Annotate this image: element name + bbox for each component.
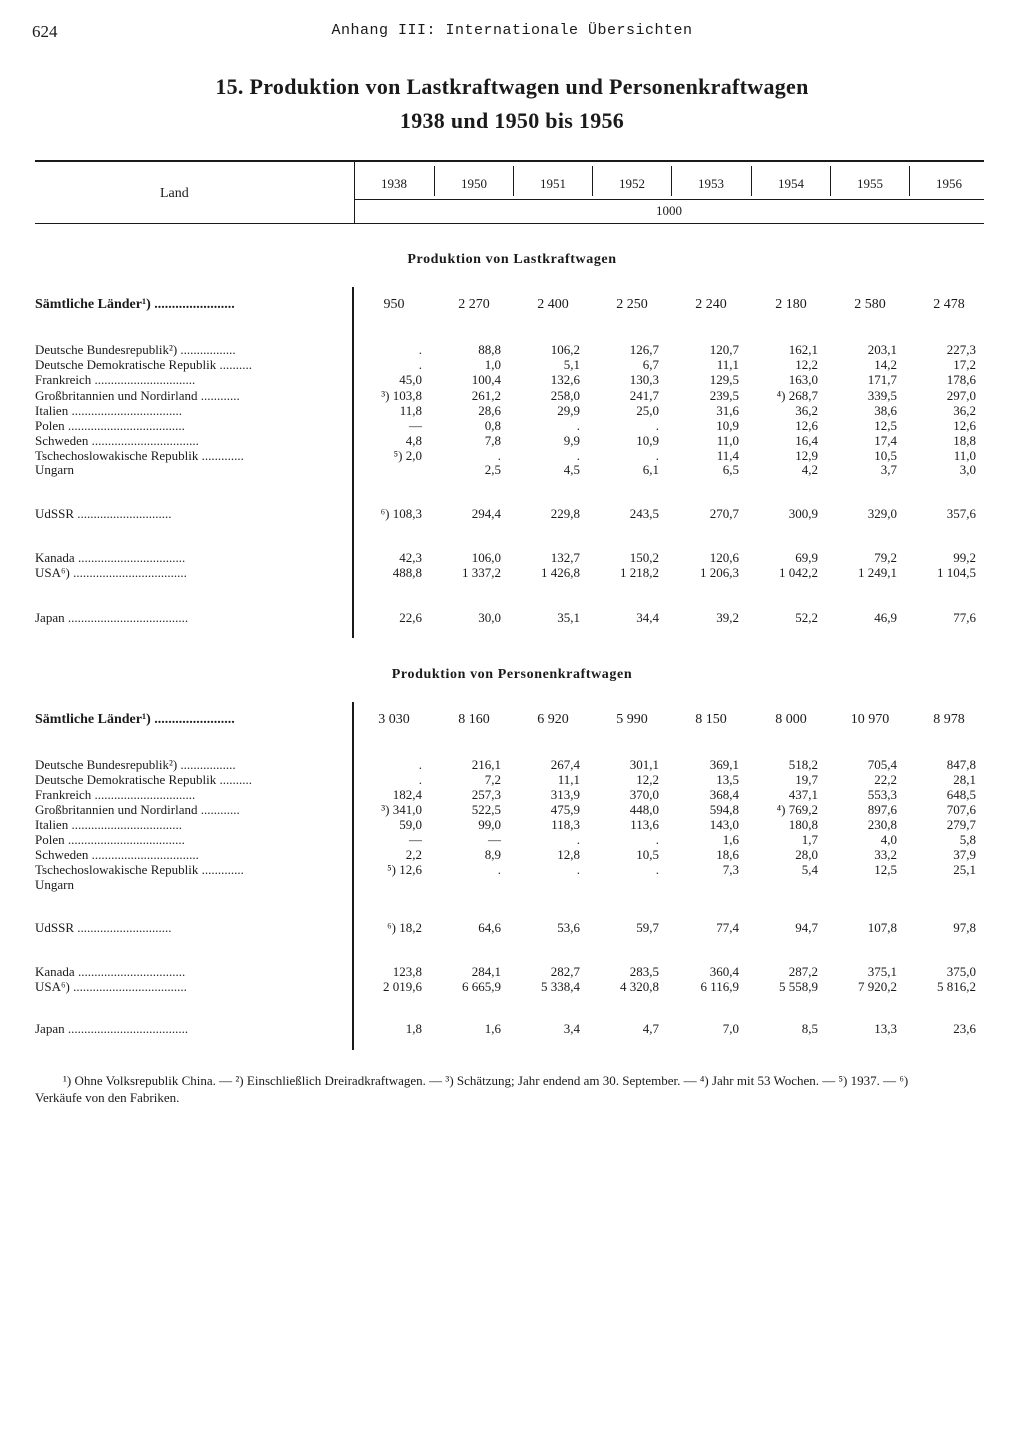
cell-1951: .: [576, 862, 580, 877]
cell-1954: 437,1: [788, 787, 818, 802]
cell-1955: 12,5: [874, 862, 897, 877]
cell-1952: 34,4: [636, 610, 659, 625]
row-label: Ungarn: [35, 462, 74, 477]
cell-1954: 287,2: [788, 964, 818, 979]
row-label: Tschechoslowakische Republik .............: [35, 448, 244, 463]
cell-1938: 1,8: [405, 1021, 422, 1036]
cell-1952: 370,0: [629, 787, 659, 802]
cell-1955: 339,5: [867, 388, 897, 403]
cell-1956: 178,6: [946, 372, 976, 387]
cell-1954: 8,5: [801, 1021, 818, 1036]
cell-1953: 18,6: [716, 847, 739, 862]
cell-1951: 53,6: [557, 920, 580, 935]
cell-1955: 79,2: [874, 550, 897, 565]
cell-1951: 1 426,8: [541, 565, 580, 580]
row-label: Deutsche Demokratische Republik ..........: [35, 772, 252, 787]
cell-1956: 375,0: [946, 964, 976, 979]
table-row: [0, 1021, 1024, 1037]
cell-1952: 10,9: [636, 433, 659, 448]
cell-1952: 126,7: [629, 342, 659, 357]
cell-1955: 1 249,1: [858, 565, 897, 580]
cell-1956: 12,6: [953, 418, 976, 433]
row-label: Großbritannien und Nordirland ............: [35, 802, 240, 817]
cell-1955: 46,9: [874, 610, 897, 625]
cell-1938: .: [418, 342, 422, 357]
cell-1955: 897,6: [867, 802, 897, 817]
cell-1953: 7,0: [722, 1021, 739, 1036]
cell-1938: 488,8: [392, 565, 422, 580]
cell-1951: 282,7: [550, 964, 580, 979]
running-header: Anhang III: Internationale Übersichten: [331, 22, 693, 39]
table-row: [0, 817, 1024, 833]
cell-1952: 10,5: [636, 847, 659, 862]
year-header-1951: 1951: [540, 176, 566, 191]
year-header-1954: 1954: [778, 176, 804, 191]
cell-1955: 2 580: [854, 297, 886, 312]
cell-1952: 1 218,2: [620, 565, 659, 580]
cell-1953: 1 206,3: [700, 565, 739, 580]
table-row: [0, 506, 1024, 522]
year-header-1952: 1952: [619, 176, 645, 191]
cell-1955: 10,5: [874, 448, 897, 463]
cell-1954: 1,7: [801, 832, 818, 847]
cell-1952: 241,7: [629, 388, 659, 403]
cell-1950: .: [497, 448, 501, 463]
table-row: [0, 433, 1024, 449]
row-label: Japan .....................................: [35, 1021, 189, 1036]
cell-1954: 28,0: [795, 847, 818, 862]
row-label: USA⁶) ...................................: [35, 979, 187, 994]
cell-1938: 4,8: [405, 433, 422, 448]
cell-1953: 594,8: [709, 802, 739, 817]
cell-1938: 2,2: [405, 847, 422, 862]
cell-1956: 1 104,5: [937, 565, 976, 580]
table-row: [0, 802, 1024, 818]
cell-1952: 25,0: [636, 403, 659, 418]
total-row: [0, 712, 1024, 732]
cell-1953: 129,5: [709, 372, 739, 387]
table-row: [0, 565, 1024, 581]
cell-1950: 2 270: [458, 297, 490, 312]
cell-1956: 2 478: [933, 297, 965, 312]
cell-1954: 12,2: [795, 357, 818, 372]
cell-1952: 243,5: [629, 506, 659, 521]
cell-1954: 518,2: [788, 757, 818, 772]
cell-1956: 25,1: [953, 862, 976, 877]
cell-1938: —: [409, 418, 422, 433]
cell-1952: 2 250: [616, 297, 648, 312]
cell-1952: .: [655, 862, 659, 877]
cell-1955: 14,2: [874, 357, 897, 372]
cell-1953: 31,6: [716, 403, 739, 418]
cell-1950: 28,6: [478, 403, 501, 418]
row-label: Frankreich ...............................: [35, 372, 196, 387]
cell-1950: 1,0: [484, 357, 501, 372]
cell-1951: 4,5: [563, 462, 580, 477]
cell-1956: 11,0: [953, 448, 976, 463]
cell-1954: 163,0: [788, 372, 818, 387]
year-divider: [513, 166, 514, 196]
cell-1938: .: [418, 357, 422, 372]
cell-1954: ⁴) 769,2: [776, 802, 818, 817]
table-row: [0, 357, 1024, 373]
cell-1955: 4,0: [880, 832, 897, 847]
page-number: 624: [32, 22, 58, 41]
cell-1955: 329,0: [867, 506, 897, 521]
table-row: [0, 772, 1024, 788]
cell-1953: 120,6: [709, 550, 739, 565]
cell-1952: 6,7: [642, 357, 659, 372]
cell-1950: 1 337,2: [462, 565, 501, 580]
cell-1954: 12,6: [795, 418, 818, 433]
table-row: [0, 550, 1024, 566]
cell-1953: 120,7: [709, 342, 739, 357]
cell-1956: 28,1: [953, 772, 976, 787]
cell-1951: 2 400: [537, 297, 569, 312]
cell-1950: 30,0: [478, 610, 501, 625]
table-row: [0, 418, 1024, 434]
cell-1953: 360,4: [709, 964, 739, 979]
cell-1953: 8 150: [695, 712, 727, 727]
row-label: Deutsche Bundesrepublik²) .................: [35, 757, 236, 772]
cell-1956: 36,2: [953, 403, 976, 418]
cell-1950: 0,8: [484, 418, 501, 433]
cell-1956: 77,6: [953, 610, 976, 625]
row-label: Deutsche Demokratische Republik ..........: [35, 357, 252, 372]
cell-1938: 182,4: [392, 787, 422, 802]
cell-1954: 19,7: [795, 772, 818, 787]
table-subtitle: 1938 und 1950 bis 1956: [399, 108, 625, 133]
year-divider: [434, 166, 435, 196]
row-label: Sämtliche Länder¹) .......................: [35, 712, 235, 727]
row-label: Polen ....................................: [35, 832, 185, 847]
cell-1956: 357,6: [946, 506, 976, 521]
cell-1955: 375,1: [867, 964, 897, 979]
cell-1938: 3 030: [378, 712, 410, 727]
cell-1953: 7,3: [722, 862, 739, 877]
cell-1956: 279,7: [946, 817, 976, 832]
cell-1938: 45,0: [399, 372, 422, 387]
row-label: UdSSR .............................: [35, 506, 172, 521]
table-top-rule: [35, 160, 984, 162]
cell-1954: 180,8: [788, 817, 818, 832]
cell-1938: ⁵) 2,0: [393, 448, 422, 463]
section-title: Produktion von Lastkraftwagen: [407, 252, 617, 267]
cell-1950: 106,0: [471, 550, 501, 565]
footnote-text: ¹) Ohne Volksrepublik China. — ²) Einschließlich Dreiradkraftwagen. — ³) Schätzung; Jahr endend am 30. September. — ⁴) Jahr mit 53 Wochen. — ⁵) 1937. — ⁶) Verkäufe von den Fabriken.: [35, 1073, 909, 1105]
row-label: Tschechoslowakische Republik .............: [35, 862, 244, 877]
year-header-1950: 1950: [461, 176, 487, 191]
cell-1950: 2,5: [484, 462, 501, 477]
cell-1938: 11,8: [399, 403, 422, 418]
cell-1952: .: [655, 448, 659, 463]
cell-1951: 29,9: [557, 403, 580, 418]
cell-1938: 123,8: [392, 964, 422, 979]
cell-1955: 22,2: [874, 772, 897, 787]
cell-1954: ⁴) 268,7: [776, 388, 818, 403]
year-divider: [751, 166, 752, 196]
cell-1956: 648,5: [946, 787, 976, 802]
table-row: [0, 862, 1024, 878]
cell-1954: 94,7: [795, 920, 818, 935]
year-header-1938: 1938: [381, 176, 407, 191]
cell-1955: 705,4: [867, 757, 897, 772]
row-label: Schweden .................................: [35, 433, 199, 448]
cell-1955: 171,7: [867, 372, 897, 387]
cell-1951: 132,6: [550, 372, 580, 387]
cell-1953: 10,9: [716, 418, 739, 433]
table-row: [0, 847, 1024, 863]
cell-1956: 847,8: [946, 757, 976, 772]
row-label: USA⁶) ...................................: [35, 565, 187, 580]
footnotes: [35, 1072, 945, 1106]
cell-1938: 2 019,6: [383, 979, 422, 994]
cell-1951: 5,1: [563, 357, 580, 372]
cell-1951: 11,1: [557, 772, 580, 787]
cell-1950: 522,5: [471, 802, 501, 817]
cell-1950: 6 665,9: [462, 979, 501, 994]
cell-1951: .: [576, 448, 580, 463]
cell-1950: 99,0: [478, 817, 501, 832]
cell-1955: 38,6: [874, 403, 897, 418]
cell-1951: 12,8: [557, 847, 580, 862]
cell-1956: 8 978: [933, 712, 965, 727]
unit-header: 1000: [656, 203, 682, 218]
cell-1956: 37,9: [953, 847, 976, 862]
row-label: Frankreich ...............................: [35, 787, 196, 802]
year-header-1953: 1953: [698, 176, 724, 191]
total-row: [0, 297, 1024, 317]
cell-1950: 88,8: [478, 342, 501, 357]
cell-1956: 707,6: [946, 802, 976, 817]
cell-1950: 8 160: [458, 712, 490, 727]
cell-1938: 59,0: [399, 817, 422, 832]
cell-1952: 448,0: [629, 802, 659, 817]
year-header-1955: 1955: [857, 176, 883, 191]
cell-1952: 12,2: [636, 772, 659, 787]
section-title: Produktion von Personenkraftwagen: [391, 667, 633, 682]
row-label: Ungarn: [35, 877, 74, 892]
row-label: Polen ....................................: [35, 418, 185, 433]
cell-1952: .: [655, 418, 659, 433]
cell-1951: .: [576, 418, 580, 433]
years-rule: [354, 199, 984, 200]
cell-1950: 257,3: [471, 787, 501, 802]
cell-1956: 5,8: [959, 832, 976, 847]
row-label: Großbritannien und Nordirland ............: [35, 388, 240, 403]
cell-1954: 36,2: [795, 403, 818, 418]
cell-1954: 162,1: [788, 342, 818, 357]
cell-1953: 11,1: [716, 357, 739, 372]
cell-1955: 230,8: [867, 817, 897, 832]
cell-1956: 17,2: [953, 357, 976, 372]
cell-1954: 52,2: [795, 610, 818, 625]
cell-1953: 270,7: [709, 506, 739, 521]
cell-1956: 227,3: [946, 342, 976, 357]
cell-1952: 5 990: [616, 712, 648, 727]
cell-1938: 950: [383, 297, 405, 312]
cell-1952: 4 320,8: [620, 979, 659, 994]
cell-1953: 368,4: [709, 787, 739, 802]
table-row: [0, 610, 1024, 626]
cell-1955: 12,5: [874, 418, 897, 433]
cell-1952: 6,1: [642, 462, 659, 477]
row-label: Schweden .................................: [35, 847, 199, 862]
year-divider: [592, 166, 593, 196]
cell-1951: 9,9: [563, 433, 580, 448]
cell-1951: 132,7: [550, 550, 580, 565]
cell-1952: 301,1: [629, 757, 659, 772]
table-row: [0, 964, 1024, 980]
cell-1955: 17,4: [874, 433, 897, 448]
cell-1950: 100,4: [471, 372, 501, 387]
cell-1950: 294,4: [471, 506, 501, 521]
cell-1956: 3,0: [959, 462, 976, 477]
cell-1953: 6 116,9: [700, 979, 739, 994]
cell-1953: 13,5: [716, 772, 739, 787]
cell-1956: 23,6: [953, 1021, 976, 1036]
cell-1954: 5,4: [801, 862, 818, 877]
cell-1951: 5 338,4: [541, 979, 580, 994]
row-label: Sämtliche Länder¹) .......................: [35, 297, 235, 312]
table-row: [0, 877, 1024, 893]
cell-1950: 261,2: [471, 388, 501, 403]
cell-1956: 97,8: [953, 920, 976, 935]
table-row: [0, 979, 1024, 995]
cell-1950: 1,6: [484, 1021, 501, 1036]
table-row: [0, 342, 1024, 358]
cell-1956: 99,2: [953, 550, 976, 565]
cell-1953: 11,4: [716, 448, 739, 463]
cell-1951: .: [576, 832, 580, 847]
cell-1953: 11,0: [716, 433, 739, 448]
cell-1954: 300,9: [788, 506, 818, 521]
cell-1938: 22,6: [399, 610, 422, 625]
cell-1955: 33,2: [874, 847, 897, 862]
cell-1954: 5 558,9: [779, 979, 818, 994]
cell-1950: —: [488, 832, 501, 847]
cell-1954: 69,9: [795, 550, 818, 565]
table-row: [0, 462, 1024, 478]
header-bottom-rule: [35, 223, 984, 224]
table-row: [0, 757, 1024, 773]
cell-1953: 239,5: [709, 388, 739, 403]
cell-1955: 3,7: [880, 462, 897, 477]
cell-1951: 258,0: [550, 388, 580, 403]
cell-1953: 1,6: [722, 832, 739, 847]
cell-1938: .: [418, 772, 422, 787]
cell-1951: 118,3: [551, 817, 580, 832]
cell-1952: 150,2: [629, 550, 659, 565]
table-row: [0, 832, 1024, 848]
cell-1951: 475,9: [550, 802, 580, 817]
year-divider: [671, 166, 672, 196]
cell-1951: 267,4: [550, 757, 580, 772]
cell-1952: 59,7: [636, 920, 659, 935]
table-row: [0, 787, 1024, 803]
cell-1952: 130,3: [629, 372, 659, 387]
cell-1938: 42,3: [399, 550, 422, 565]
year-divider: [830, 166, 831, 196]
cell-1954: 4,2: [801, 462, 818, 477]
cell-1950: .: [497, 862, 501, 877]
row-label: Italien ..................................: [35, 403, 182, 418]
row-label: Japan .....................................: [35, 610, 189, 625]
year-header-1956: 1956: [936, 176, 962, 191]
row-label: Kanada .................................: [35, 964, 186, 979]
cell-1951: 229,8: [550, 506, 580, 521]
row-label: Deutsche Bundesrepublik²) .................: [35, 342, 236, 357]
cell-1938: .: [418, 757, 422, 772]
cell-1955: 10 970: [850, 712, 890, 727]
cell-1950: 284,1: [471, 964, 501, 979]
table-row: [0, 403, 1024, 419]
row-label: UdSSR .............................: [35, 920, 172, 935]
table-row: [0, 920, 1024, 936]
cell-1952: 113,6: [630, 817, 659, 832]
cell-1956: 5 816,2: [937, 979, 976, 994]
table-title: 15. Produktion von Lastkraftwagen und Personenkraftwagen: [215, 74, 809, 99]
cell-1951: 6 920: [537, 712, 569, 727]
cell-1950: 216,1: [471, 757, 501, 772]
cell-1954: 16,4: [795, 433, 818, 448]
cell-1956: 18,8: [953, 433, 976, 448]
cell-1951: 313,9: [550, 787, 580, 802]
cell-1938: ³) 103,8: [381, 388, 422, 403]
cell-1938: —: [409, 832, 422, 847]
cell-1951: 106,2: [550, 342, 580, 357]
cell-1954: 8 000: [775, 712, 807, 727]
cell-1952: .: [655, 832, 659, 847]
table-row: [0, 388, 1024, 404]
cell-1955: 203,1: [867, 342, 897, 357]
year-divider: [909, 166, 910, 196]
cell-1953: 77,4: [716, 920, 739, 935]
cell-1953: 369,1: [709, 757, 739, 772]
cell-1950: 7,8: [484, 433, 501, 448]
row-label: Italien ..................................: [35, 817, 182, 832]
cell-1954: 12,9: [795, 448, 818, 463]
cell-1952: 4,7: [642, 1021, 659, 1036]
cell-1954: 1 042,2: [779, 565, 818, 580]
cell-1938: ⁵) 12,6: [387, 862, 422, 877]
cell-1950: 7,2: [484, 772, 501, 787]
cell-1956: 297,0: [946, 388, 976, 403]
table-row: [0, 372, 1024, 388]
cell-1954: 2 180: [775, 297, 807, 312]
row-label: Kanada .................................: [35, 550, 186, 565]
cell-1953: 143,0: [709, 817, 739, 832]
cell-1953: 39,2: [716, 610, 739, 625]
cell-1938: ³) 341,0: [381, 802, 422, 817]
cell-1953: 2 240: [695, 297, 727, 312]
cell-1952: 283,5: [629, 964, 659, 979]
cell-1955: 13,3: [874, 1021, 897, 1036]
land-header: Land: [160, 186, 189, 201]
cell-1950: 64,6: [478, 920, 501, 935]
cell-1953: 6,5: [722, 462, 739, 477]
cell-1951: 3,4: [563, 1021, 580, 1036]
cell-1955: 7 920,2: [858, 979, 897, 994]
cell-1951: 35,1: [557, 610, 580, 625]
cell-1938: ⁶) 108,3: [380, 506, 422, 521]
cell-1938: ⁶) 18,2: [387, 920, 422, 935]
cell-1955: 553,3: [867, 787, 897, 802]
cell-1950: 8,9: [484, 847, 501, 862]
cell-1955: 107,8: [867, 920, 897, 935]
